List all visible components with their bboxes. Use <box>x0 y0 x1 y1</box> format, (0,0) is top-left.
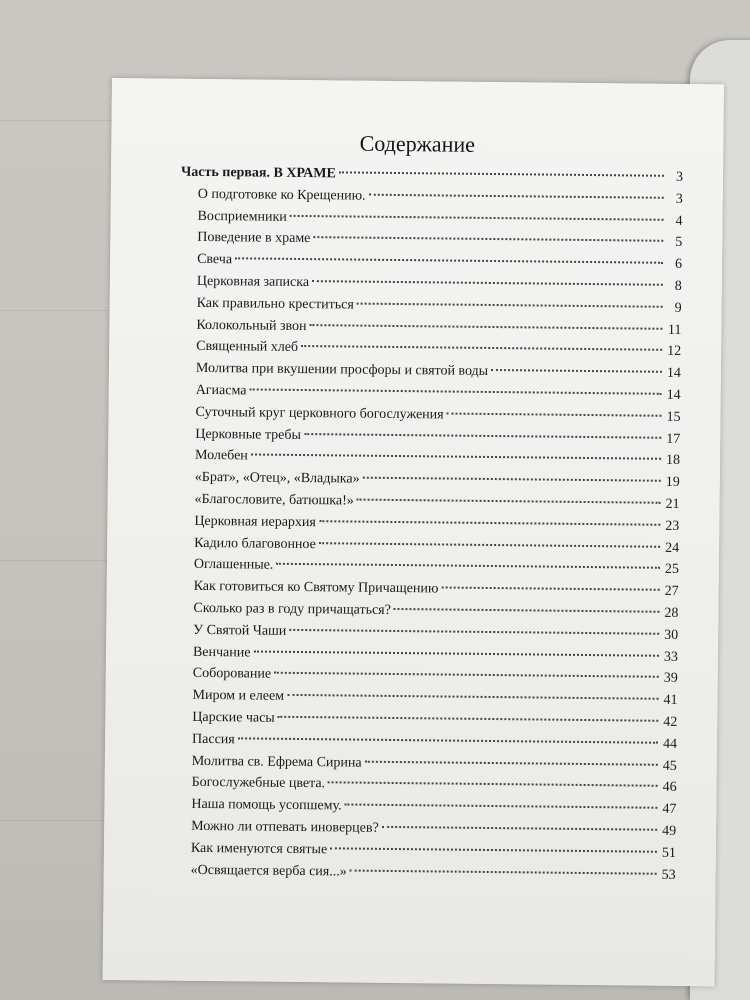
toc-entry-title: Молитва при вкушении просфоры и святой воды <box>195 361 489 380</box>
toc-entry-page: 24 <box>665 540 680 556</box>
toc-entry-page: 8 <box>674 278 682 294</box>
toc-entry-page: 51 <box>661 845 676 861</box>
table-of-contents <box>174 165 684 890</box>
toc-entry-title: Агиасма <box>195 382 247 399</box>
toc-entry-page: 18 <box>665 453 681 469</box>
toc-entry-title: Церковные требы <box>195 426 302 443</box>
toc-entry-title: Богослужебные цвета. <box>191 775 326 792</box>
toc-entry-title: «Освящается верба сия...» <box>190 862 347 880</box>
toc-entry-page: 28 <box>664 605 679 621</box>
toc-entry-title: У Святой Чаши <box>193 622 287 639</box>
dot-leader <box>276 563 660 569</box>
toc-entry-title: Поведение в храме <box>197 230 311 247</box>
toc-entry-title: Как готовиться ко Святому Причащению <box>193 579 439 597</box>
dot-leader <box>312 280 663 286</box>
toc-entry-title: Сколько раз в году причащаться? <box>193 600 391 618</box>
toc-entry-page: 41 <box>663 692 678 709</box>
toc-entry-title: Как именуются святые <box>190 840 328 857</box>
dot-leader <box>319 520 660 526</box>
dot-leader <box>491 369 662 373</box>
toc-entry-page: 42 <box>663 714 678 730</box>
toc-entry-page: 15 <box>666 409 681 425</box>
toc-entry-title: Молебен <box>194 448 248 464</box>
dot-leader <box>350 869 657 874</box>
toc-entry-page: 12 <box>667 344 682 360</box>
dot-leader <box>310 324 663 330</box>
toc-entry-page: 47 <box>662 801 677 818</box>
toc-entry-title: Колокольный звон <box>196 317 307 334</box>
dot-leader <box>357 302 663 307</box>
dot-leader <box>251 454 661 460</box>
toc-entry-title: Оглашенные. <box>193 557 274 574</box>
toc-entry-title: Венчание <box>192 644 251 661</box>
toc-entry-title: Суточный круг церковного богослужения <box>195 404 444 423</box>
dot-leader <box>328 782 658 787</box>
dot-leader <box>357 499 661 504</box>
dot-leader <box>363 477 661 482</box>
toc-entry-title: Можно ли отпевать иноверцев? <box>191 818 379 836</box>
toc-entry-page: 53 <box>661 867 676 883</box>
toc-entry-page: 33 <box>663 649 679 665</box>
dot-leader <box>365 760 658 765</box>
dot-leader <box>330 847 657 852</box>
toc-entry-title: «Благословите, батюшка!» <box>194 491 354 509</box>
toc-entry-title: Соборование <box>192 666 272 683</box>
dot-leader <box>290 214 664 220</box>
dot-leader <box>304 433 661 439</box>
dot-leader <box>278 716 659 722</box>
dot-leader <box>313 237 663 243</box>
toc-entry-page: 27 <box>664 583 679 600</box>
toc-entry-title: О подготовке ко Крещению. <box>197 186 366 204</box>
toc-entry-page: 11 <box>667 322 682 338</box>
toc-entry-title: Наша помощь усопшему. <box>191 796 342 814</box>
toc-entry-page: 46 <box>662 780 677 796</box>
dot-leader <box>345 804 658 809</box>
toc-entry-page: 30 <box>664 627 679 643</box>
toc-entry-page: 3 <box>675 169 684 185</box>
dot-leader <box>394 608 660 613</box>
toc-entry-page: 21 <box>665 496 680 512</box>
toc-entry-page: 5 <box>675 235 683 251</box>
toc-entry-title: Церковная иерархия <box>194 513 316 530</box>
page-title: Содержание <box>359 130 476 157</box>
toc-entry-page: 49 <box>662 823 677 839</box>
toc-entry-page: 17 <box>666 431 681 447</box>
dot-leader <box>441 587 659 591</box>
toc-entry-page: 3 <box>675 191 683 207</box>
dot-leader <box>287 694 658 700</box>
toc-entry-page: 14 <box>666 387 681 403</box>
dot-leader <box>238 737 658 743</box>
toc-entry-title: «Брат», «Отец», «Владыка» <box>194 470 360 487</box>
dot-leader <box>447 412 662 416</box>
dot-leader <box>274 672 659 678</box>
dot-leader <box>301 345 662 351</box>
toc-entry-title: Как правильно креститься <box>196 295 354 313</box>
toc-entry-title: Царские часы <box>192 709 275 726</box>
toc-entry-page: 4 <box>675 213 683 229</box>
dot-leader <box>253 650 658 656</box>
toc-entry-title: Кадило благовонное <box>194 535 316 552</box>
dot-leader <box>319 542 660 548</box>
toc-entry-page: 6 <box>674 257 683 273</box>
toc-entry-page: 44 <box>662 736 678 752</box>
toc-entry-title: Часть первая. В ХРАМЕ <box>180 164 336 182</box>
toc-entry-title: Священный хлеб <box>196 339 299 356</box>
toc-entry-page: 19 <box>665 474 680 491</box>
toc-entry-page: 9 <box>674 300 682 316</box>
dot-leader <box>249 388 661 394</box>
toc-entry <box>174 862 676 889</box>
toc-entry-page: 39 <box>663 671 678 687</box>
dot-leader <box>339 171 664 176</box>
toc-entry-title: Молитва св. Ефрема Сирина <box>191 753 362 771</box>
dot-leader <box>235 257 663 263</box>
book-page <box>103 78 724 986</box>
toc-entry-title: Свеча <box>197 252 233 268</box>
toc-entry-page: 14 <box>666 365 682 382</box>
toc-entry-title: Восприемники <box>197 208 287 225</box>
dot-leader <box>289 629 659 635</box>
toc-entry-page: 25 <box>664 562 679 578</box>
toc-entry-title: Пассия <box>192 731 235 748</box>
dot-leader <box>382 826 657 831</box>
toc-entry-page: 23 <box>665 518 680 534</box>
dot-leader <box>369 193 664 198</box>
toc-entry-title: Церковная записка <box>196 273 310 291</box>
toc-entry-page: 45 <box>662 758 677 774</box>
toc-entry-title: Миром и елеем <box>192 688 285 704</box>
